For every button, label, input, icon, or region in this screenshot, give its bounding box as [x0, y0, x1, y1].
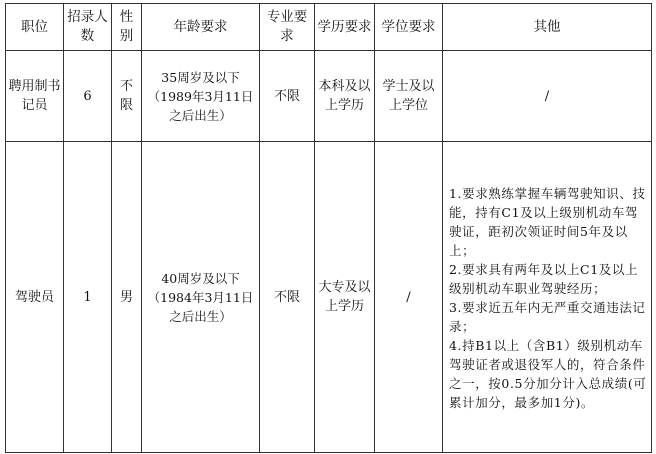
header-count: 招录人数	[64, 4, 112, 51]
table-row	[6, 51, 652, 142]
cell-gender: 男	[112, 142, 142, 453]
cell-degree: 学士及以上学位	[375, 51, 443, 142]
header-gender: 性别	[112, 4, 142, 51]
cell-age: 35周岁及以下（1989年3月11日之后出生）	[142, 51, 260, 142]
cell-major: 不限	[260, 51, 315, 142]
cell-degree: /	[375, 142, 443, 453]
cell-major: 不限	[260, 142, 315, 453]
cell-other: /	[443, 51, 652, 142]
header-age: 年龄要求	[142, 4, 260, 51]
recruitment-table	[5, 3, 652, 453]
cell-position: 驾驶员	[6, 142, 64, 453]
header-education: 学历要求	[315, 4, 375, 51]
cell-count: 1	[64, 142, 112, 453]
cell-count: 6	[64, 51, 112, 142]
cell-education: 大专及以上学历	[315, 142, 375, 453]
requirement-item: 4.持B1以上（含B1）级别机动车驾驶证者或退役军人的，符合条件之一，按0.5分加分计入总成绩(可累计加分，最多加1分)。	[449, 338, 647, 410]
header-degree: 学位要求	[375, 4, 443, 51]
cell-gender: 不限	[112, 51, 142, 142]
header-other: 其他	[443, 4, 652, 51]
requirement-item: 2.要求具有两年及以上C1及以上级别机动车职业驾驶经历；	[449, 262, 639, 296]
cell-position: 聘用制书记员	[6, 51, 64, 142]
header-major: 专业要求	[260, 4, 315, 51]
cell-education: 本科及以上学历	[315, 51, 375, 142]
requirement-item: 1.要求熟练掌握车辆驾驶知识、技能，持有C1及以上级别机动车驾驶证，距初次领证时间5年及以上；	[449, 186, 646, 258]
header-row	[6, 4, 652, 51]
requirement-item: 3.要求近五年内无严重交通违法记录；	[449, 300, 646, 334]
table-row	[6, 142, 652, 453]
cell-age: 40周岁及以下（1984年3月11日之后出生）	[142, 142, 260, 453]
cell-other-requirements	[443, 142, 652, 453]
header-position: 职位	[6, 4, 64, 51]
